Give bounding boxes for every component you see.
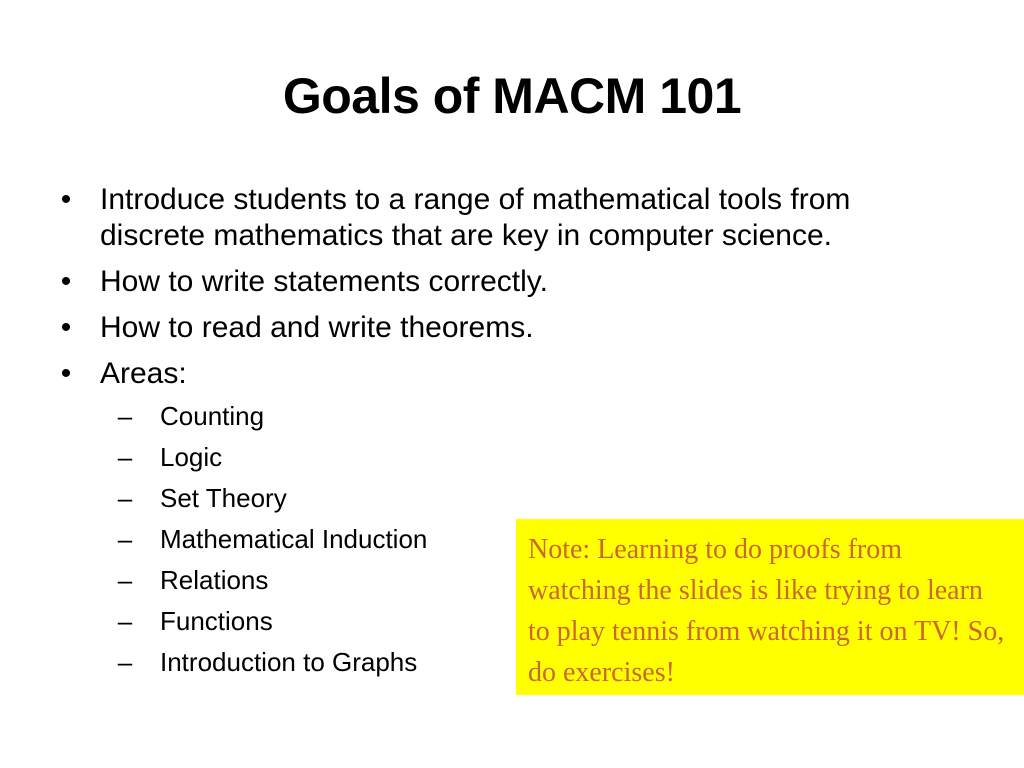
area-text: Mathematical Induction: [160, 524, 428, 554]
bullet-text: How to write statements correctly.: [100, 265, 548, 298]
area-text: Relations: [160, 565, 269, 595]
sub-marker: –: [117, 401, 133, 431]
bullet-item: [56, 264, 956, 300]
sub-marker: –: [117, 483, 133, 513]
area-item-set-theory: [115, 478, 956, 519]
sub-marker: –: [117, 565, 133, 595]
area-text: Logic: [160, 442, 223, 472]
bullet-marker: •: [60, 265, 72, 298]
bullet-marker: •: [60, 183, 72, 216]
bullet-item: [56, 310, 956, 346]
slide-title: Goals of MACM 101: [282, 68, 742, 124]
area-text: Set Theory: [160, 483, 287, 513]
bullet-text: Areas:: [100, 357, 187, 390]
sub-marker: –: [117, 606, 133, 636]
area-item-logic: [115, 437, 956, 478]
sub-marker: –: [117, 442, 133, 472]
bullet-text: How to read and write theorems.: [100, 311, 534, 344]
bullet-text: Introduce students to a range of mathematical tools from discrete mathematics that are key in computer science.: [100, 183, 851, 252]
sub-marker: –: [117, 524, 133, 554]
note-box: Note: Learning to do proofs from watching the slides is like trying to learn to play tennis from watching it on TV! So, do exercises!: [516, 519, 1024, 695]
bullet-marker: •: [60, 311, 72, 344]
area-text: Counting: [160, 401, 265, 431]
area-text: Functions: [160, 606, 273, 636]
sub-marker: –: [117, 647, 133, 677]
bullet-marker: •: [60, 357, 72, 390]
area-text: Introduction to Graphs: [160, 647, 418, 677]
bullet-item: [56, 182, 956, 254]
area-item-counting: [115, 396, 956, 437]
